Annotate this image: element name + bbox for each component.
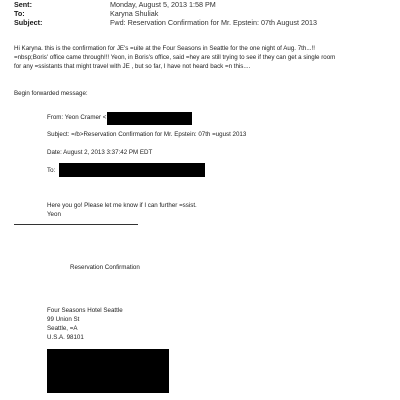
redacted-block [47,349,169,393]
forwarded-note-1: Here you go! Please let me know if I can further =ssist. [47,202,197,209]
redacted-email-to [59,163,205,177]
hotel-city: Seattle, =A [47,325,78,332]
forwarded-date: Date: August 2, 2013 3:37:42 PM EDT [47,149,153,156]
redacted-email-from [107,112,192,125]
forwarded-to: To: [47,167,56,174]
hotel-street: 99 Union St [47,316,80,323]
confirmation-title: Reservation Confirmation [70,264,140,271]
hotel-country-zip: U.S.A. 98101 [47,334,84,341]
sent-label: Sent: [14,0,32,9]
forwarded-note-2: Yeon [47,211,61,218]
hotel-name: Four Seasons Hotel Seattle [47,307,123,314]
subject-label: Subject: [14,18,43,27]
to-value: Karyna Shuliak [110,9,159,18]
signature-divider [14,224,138,225]
begin-forwarded-label: Begin forwarded message: [14,90,88,97]
message-line-2: =nbsp;Boris' office came through!!! Yeon, in Boris's office, said =hey are still trying to see if they can get a single room [14,54,336,61]
forwarded-subject: Subject: =/b>Reservation Confirmation for Mr. Epstein: 07th =ugust 2013 [47,131,247,138]
forwarded-from: From: Yeon Cramer < [47,114,107,121]
sent-value: Monday, August 5, 2013 1:58 PM [110,0,216,9]
message-line-3: for any =ssistants that might travel with JE , but so far, I have not heard back =n this.... [14,63,251,70]
to-label: To: [14,9,25,18]
message-line-1: Hi Karyna. this is the confirmation for JE's =uite at the Four Seasons in Seattle for the one night of Aug. 7th...!! [14,45,315,52]
subject-value: Fwd: Reservation Confirmation for Mr. Epstein: 07th August 2013 [110,18,317,27]
